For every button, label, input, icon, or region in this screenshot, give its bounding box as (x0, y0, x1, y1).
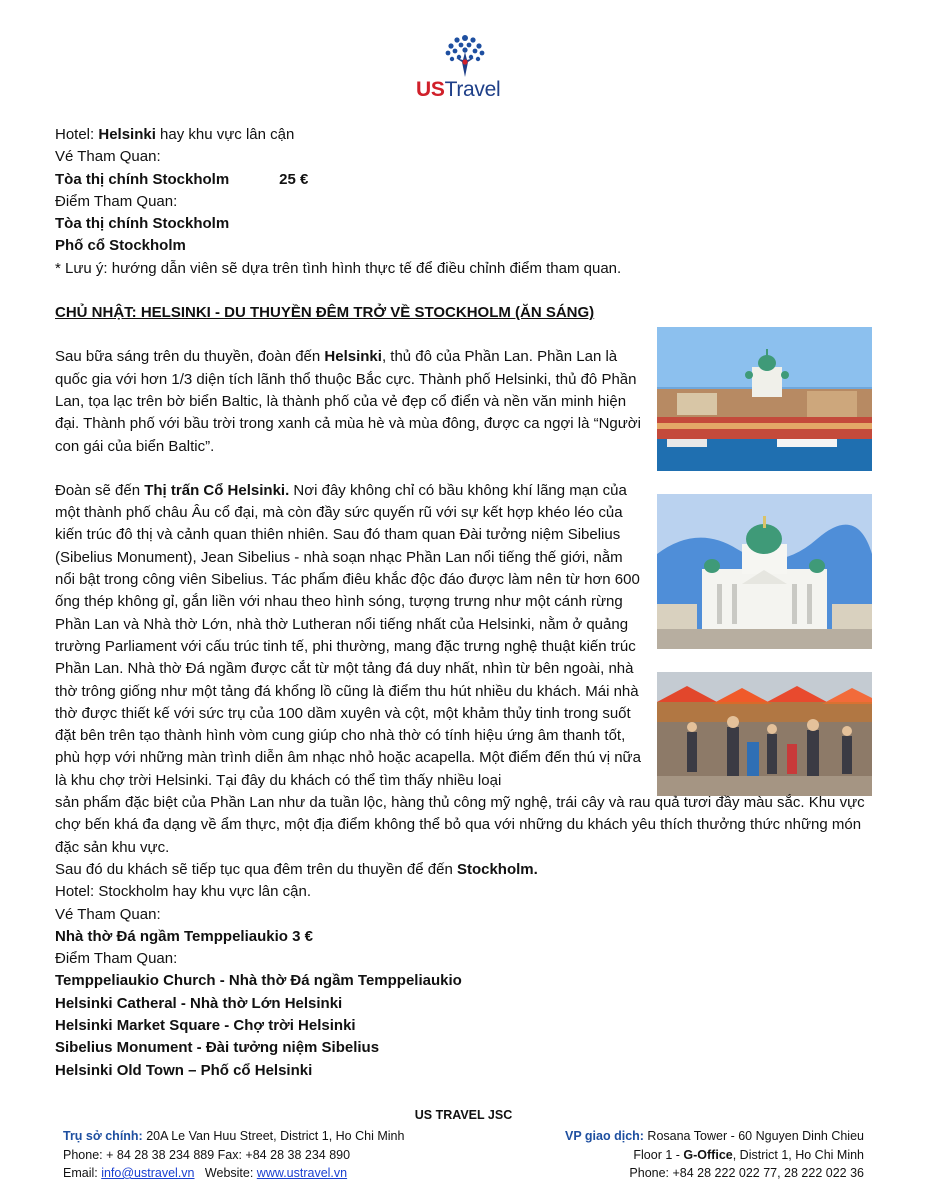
email-link[interactable]: info@ustravel.vn (101, 1166, 195, 1180)
ticket-label: Vé Tham Quan: (55, 148, 161, 166)
hotel-stockholm-line: Hotel: Stockholm hay khu vực lân cận. (55, 883, 311, 901)
hq-contact: Email: info@ustravel.vn Website: www.ustravel.vn (63, 1166, 348, 1180)
itinerary-document (55, 124, 875, 1082)
sight-item: Phố cổ Stockholm (55, 237, 186, 255)
footer-headquarters (63, 1127, 404, 1183)
hotel-line: Hotel: Helsinki hay khu vực lân cận (55, 126, 295, 143)
ticket-item: Tòa thị chính Stockholm 25 € (55, 169, 875, 191)
us-travel-logo (410, 32, 520, 100)
ticket-label: Vé Tham Quan: (55, 905, 161, 923)
sight-item: Temppeliaukio Church - Nhà thờ Đá ngầm Temppeliaukio (55, 972, 462, 990)
hq-phone: Phone: + 84 28 38 234 889 Fax: +84 28 38 234 890 (63, 1147, 351, 1162)
logo-wordmark: USTravel (416, 78, 501, 101)
sight-item: Tòa thị chính Stockholm (55, 215, 230, 233)
ticket-price: 25 € (279, 170, 309, 188)
sight-item: Helsinki Old Town – Phố cổ Helsinki (55, 1061, 313, 1079)
paragraph-market: sản phẩm đặc biệt của Phần Lan như da tuần lộc, hàng thủ công mỹ nghệ, trái cây và rau quả tươi đầy màu sắc. Khu vực chợ bến khá đa dạng về ẩm thực, một địa điểm không thể bỏ qua với những du khách yêu thích thưởng thức những món đặc sản khu vực. (55, 794, 865, 856)
sight-item: Helsinki Catheral - Nhà thờ Lớn Helsinki (55, 994, 343, 1012)
note-text: * Lưu ý: hướng dẫn viên sẽ dựa trên tình hình thực tế để điều chỉnh điểm tham quan. (55, 259, 622, 277)
office-floor: Floor 1 - G-Office, District 1, Ho Chi Minh (633, 1147, 864, 1162)
sight-item: Helsinki Market Square - Chợ trời Helsinki (55, 1016, 356, 1034)
sight-item: Sibelius Monument - Đài tưởng niệm Sibelius (55, 1039, 380, 1057)
office-address: VP giao dịch: Rosana Tower - 60 Nguyen Dinh Chieu (565, 1129, 864, 1143)
day-heading: CHỦ NHẬT: HELSINKI - DU THUYỀN ĐÊM TRỞ VỀ STOCKHOLM (ĂN SÁNG) (55, 304, 595, 322)
overnight-line: Sau đó du khách sẽ tiếp tục qua đêm trên du thuyền để đến Stockholm. (55, 860, 538, 878)
ticket-item: Nhà thờ Đá ngầm Temppeliaukio 3 € (55, 927, 313, 945)
office-phone: Phone: +84 28 222 022 77, 28 222 022 36 (629, 1166, 864, 1180)
footer-office (565, 1127, 864, 1183)
website-link[interactable]: www.ustravel.vn (256, 1166, 348, 1180)
sights-label: Điểm Tham Quan: (55, 192, 178, 210)
paragraph-helsinki-intro: Sau bữa sáng trên du thuyền, đoàn đến Helsinki, thủ đô của Phần Lan. Phần Lan là quốc gia với hơn 1/3 diện tích lãnh thổ thuộc Bắc cực. Thành phố Helsinki, thủ đô Phần Lan, tọa lạc trên bờ biển Baltic, là thành phố của vẻ đẹp cổ điển và nền văn minh hiện đại. Thành phố với bầu trời trong xanh cả mùa hè và mùa đông, được ca ngợi là “Người con gái của biển Baltic”. (55, 348, 641, 455)
tree-logo-icon (442, 32, 488, 78)
footer-company-name: US TRAVEL JSC (414, 1108, 513, 1122)
paragraph-old-town: Đoàn sẽ đến Thị trấn Cổ Helsinki. Nơi đây không chỉ có bầu không khí lãng mạn của một thành phố châu Âu cổ đại, mà còn đầy sức quyến rũ với sự kết hợp khéo léo của kiến trúc đô thị và cảnh quan thiên nhiên. Sau đó tham quan Đài tưởng niệm Sibelius (Sibelius Monument), Jean Sibelius - nhà soạn nhạc Phần Lan nổi tiếng thế giới, nằm nổi bật trong công viên Sibelius. Tác phẩm điêu khắc độc đáo được làm nên từ hơn 600 ống thép không gỉ, gắn liền với nhau theo hình sóng, tượng trưng như một cánh rừng Phần Lan và Nhà thờ Lớn, nhà thờ Lutheran nổi tiếng nhất của Helsinki, nằm ở quảng trường Parliament với cấu trúc tinh tế, phi thường, mang đặc trưng nghệ thuật kiến trúc Phần Lan. Nhà thờ Đá ngầm được cắt từ một tảng đá duy nhất, nhìn từ bên ngoài, nhà thờ trông giống như một tảng đá khổng lồ cũng là điểm thu hút nhiều du khách. Mái nhà thờ được thiết kế với sức trụ của 100 dầm xuyên và cột, một khảm thủy tinh trong suốt đặt bên trên tạo thành hình vòm cung giúp cho nhà thờ có tính hiệu ứng âm thanh tốt, phù hợp với những màn trình diễn âm nhạc nhỏ hoặc acapella. Một điểm đến thú vị nữa là khu chợ trời Helsinki. Tại đây du khách có thể tìm thấy nhiều loại (55, 481, 641, 789)
hq-address: Trụ sở chính: 20A Le Van Huu Street, District 1, Ho Chi Minh (63, 1129, 405, 1143)
sights-label: Điểm Tham Quan: (55, 950, 178, 968)
